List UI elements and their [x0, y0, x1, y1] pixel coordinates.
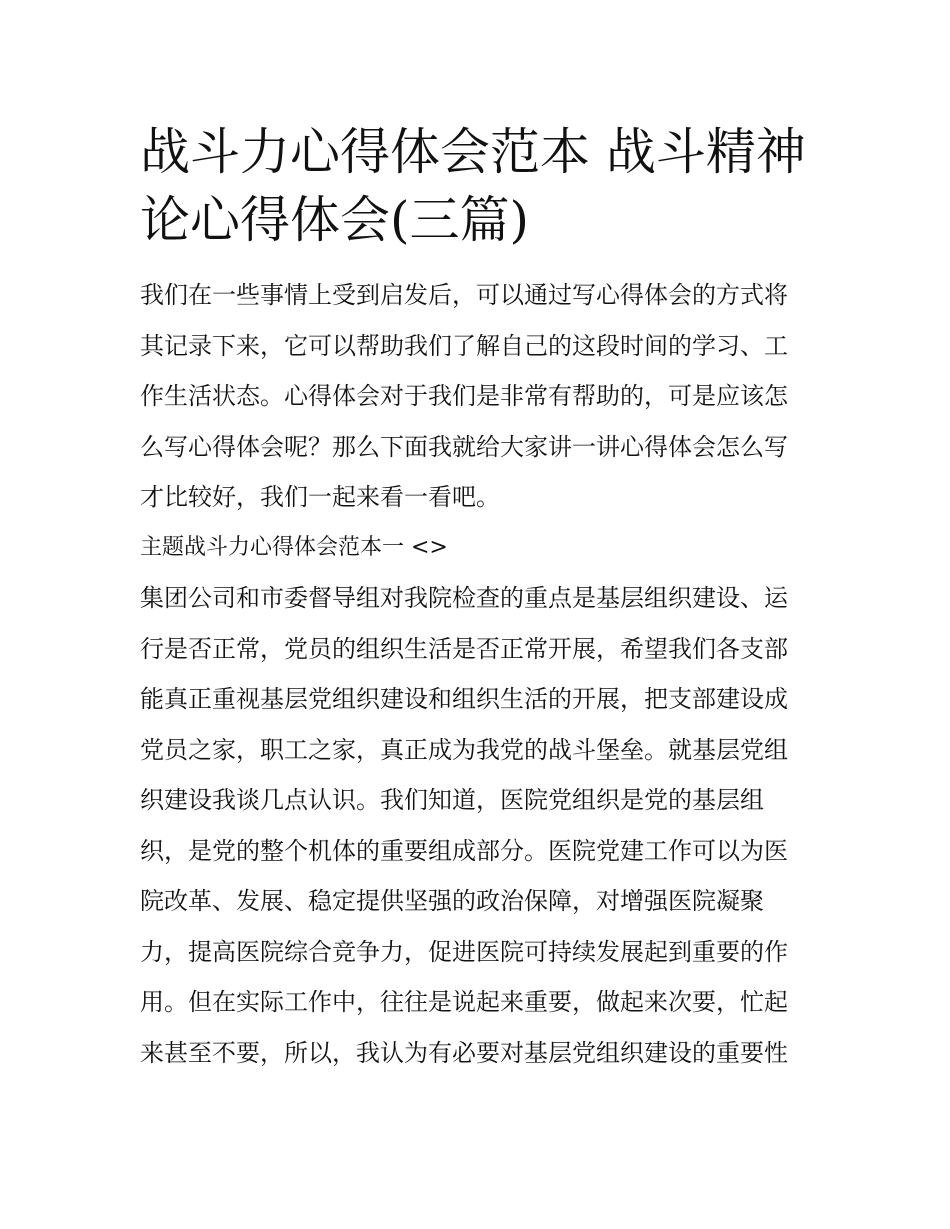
- title-line: 论心得体会(三篇): [140, 191, 530, 249]
- paragraph-line: 党员之家，职工之家，真正成为我党的战斗堡垒。就基层党组: [140, 735, 788, 764]
- paragraph-line: 用。但在实际工作中，往往是说起来重要，做起来次要，忙起: [140, 988, 788, 1016]
- document-title: [140, 118, 820, 254]
- paragraph-line: 其记录下来，它可以帮助我们了解自己的这段时间的学习、工: [140, 331, 788, 360]
- paragraph-line: 我们在一些事情上受到启发后，可以通过写心得体会的方式将: [140, 281, 788, 309]
- paragraph-line: 么写心得体会呢？那么下面我就给大家讲一讲心得体会怎么写: [140, 432, 788, 461]
- paragraph-line: 织建设我谈几点认识。我们知道，医院党组织是党的基层组: [140, 786, 764, 814]
- paragraph-line: 院改革、发展、稳定提供坚强的政治保障，对增强医院凝聚: [140, 887, 764, 915]
- paragraph-line: 作生活状态。心得体会对于我们是非常有帮助的，可是应该怎: [140, 382, 788, 410]
- paragraph-line: 行是否正常，党员的组织生活是否正常开展，希望我们各支部: [140, 634, 788, 663]
- paragraph-line: 能真正重视基层党组织建设和组织生活的开展，把支部建设成: [140, 685, 788, 713]
- paragraph-line: 力，提高医院综合竞争力，促进医院可持续发展起到重要的作: [140, 937, 788, 966]
- document-page: [140, 118, 820, 1078]
- body-paragraph: [140, 573, 820, 1078]
- intro-paragraph: [140, 270, 820, 523]
- section-heading: 主题战斗力心得体会范本一 <>: [140, 534, 448, 560]
- paragraph-line: 来甚至不要，所以，我认为有必要对基层党组织建设的重要性: [140, 1038, 788, 1067]
- paragraph-line: 才比较好，我们一起来看一看吧。: [140, 483, 500, 511]
- paragraph-line: 织，是党的整个机体的重要组成部分。医院党建工作可以为医: [140, 836, 788, 865]
- title-line: 战斗力心得体会范本 战斗精神: [140, 123, 806, 181]
- paragraph-line: 集团公司和市委督导组对我院检查的重点是基层组织建设、运: [140, 584, 788, 612]
